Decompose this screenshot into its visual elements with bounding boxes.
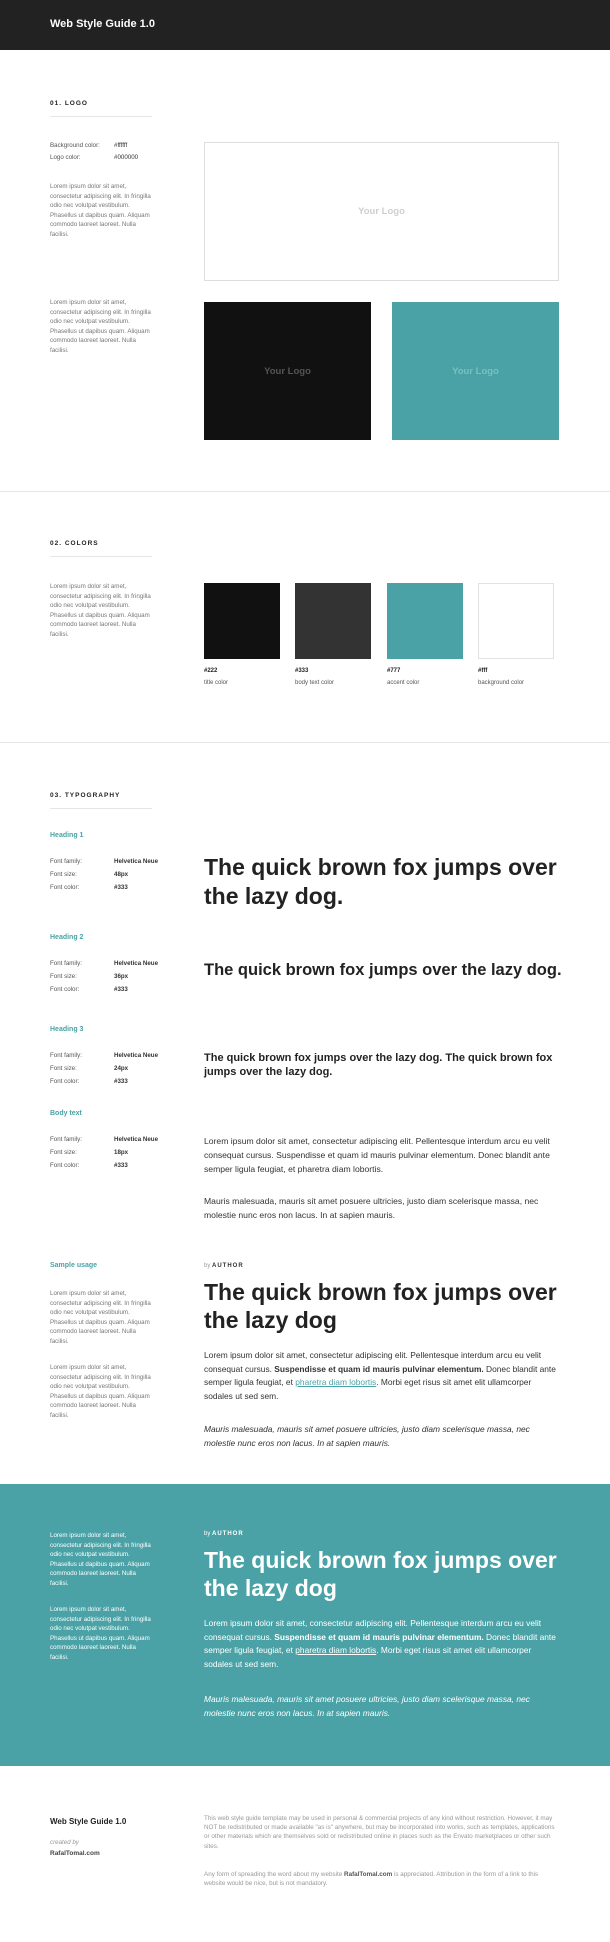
font-color-key: Font color: (50, 1162, 80, 1169)
heading-1-sample: The quick brown fox jumps over the lazy dog. (204, 854, 557, 909)
font-size-value: 48px (114, 871, 129, 878)
by-label: by (204, 1263, 211, 1269)
footer-created-by: created by (50, 1839, 79, 1846)
inverted-headline: The quick brown fox jumps over the lazy dog (204, 1547, 557, 1601)
logo-section-rule (50, 116, 152, 117)
heading-3-sample: The quick brown fox jumps over the lazy dog. The quick brown fox jumps over the lazy dog. (204, 1052, 553, 1078)
logo-color-key: Logo color: (50, 154, 81, 161)
heading-1-label: Heading 1 (50, 832, 84, 839)
author-byline (204, 1263, 244, 1269)
font-family-value: Helvetica Neue (114, 960, 159, 967)
heading-3-label: Heading 3 (50, 1026, 84, 1033)
paragraph-text: Donec blandit ante semper ligula feugiat, et (204, 1631, 556, 1656)
logo-text: Your Logo (452, 365, 499, 377)
sample-description-1: Lorem ipsum dolor sit amet, consectetur adipiscing elit. In fringilla odio nec volutpat vestibulum. Phasellus ut dapibus quam. Aliquam commodo laoreet laoreet. Nulla facilisi. (50, 1290, 151, 1345)
footer-license-text: This web style guide template may be used in personal & commercial projects of any kind without restriction. However, it may NOT be redistributed or made available "as is" anywhere, but may be incorporated into works, such as templates, applications or other materials which are themselves sold or redistributed online in places such as the Envato marketplaces or other such sites. (204, 1815, 555, 1850)
font-family-key: Font family: (50, 960, 82, 967)
footer-attribution-text (204, 1870, 560, 1888)
bg-color-value: #ffffff (114, 142, 128, 149)
colors-description: Lorem ipsum dolor sit amet, consectetur adipiscing elit. In fringilla odio nec volutpat vestibulum. Phasellus ut dapibus quam. Aliquam commodo laoreet laoreet. Nulla facilisi. (50, 583, 151, 638)
sample-headline: The quick brown fox jumps over the lazy dog (204, 1279, 557, 1333)
swatch-title-color (204, 583, 280, 659)
logo-description-1: Lorem ipsum dolor sit amet, consectetur adipiscing elit. In fringilla odio nec volutpat vestibulum. Phasellus ut dapibus quam. Aliquam commodo laoreet laoreet. Nulla facilisi. (50, 183, 151, 238)
font-family-key: Font family: (50, 1136, 82, 1143)
logo-description-2: Lorem ipsum dolor sit amet, consectetur adipiscing elit. In fringilla odio nec volutpat vestibulum. Phasellus ut dapibus quam. Aliquam commodo laoreet laoreet. Nulla facilisi. (50, 299, 151, 354)
paragraph-text: Lorem ipsum dolor sit amet, consectetur adipiscing elit. Pellentesque interdum arcu eu velit consequat cursus. (204, 1350, 542, 1374)
swatch-code: #fff (478, 668, 488, 674)
font-size-value: 24px (114, 1065, 129, 1072)
section-divider (0, 491, 610, 492)
font-size-key: Font size: (50, 1149, 77, 1156)
font-family-value: Helvetica Neue (114, 858, 159, 865)
logo-text: Your Logo (264, 365, 311, 377)
font-color-value: #333 (114, 1162, 128, 1169)
paragraph-link[interactable]: pharetra diam lobortis (295, 1377, 377, 1388)
paragraph-text: Donec blandit ante semper ligula feugiat, et (204, 1363, 556, 1388)
font-color-key: Font color: (50, 1078, 80, 1085)
font-size-key: Font size: (50, 871, 77, 878)
font-color-value: #333 (114, 884, 128, 891)
sample-description-2: Lorem ipsum dolor sit amet, consectetur adipiscing elit. In fringilla odio nec volutpat vestibulum. Phasellus ut dapibus quam. Aliquam commodo laoreet laoreet. Nulla facilisi. (50, 1364, 151, 1419)
attribution-text: Any form of spreading the word about my website (204, 1871, 345, 1878)
typography-section-title: 03. TYPOGRAPHY (50, 792, 121, 799)
paragraph-text: . Morbi eget risus sit amet elit ullamcorper sodales ut sed sem. (204, 1377, 532, 1401)
bg-color-key: Background color: (50, 142, 100, 149)
swatch-body-text-color (295, 583, 371, 659)
section-divider (0, 742, 610, 743)
font-family-value: Helvetica Neue (114, 1136, 159, 1143)
font-color-key: Font color: (50, 884, 80, 891)
font-family-value: Helvetica Neue (114, 1052, 159, 1059)
colors-section-title: 02. COLORS (50, 540, 99, 547)
font-color-value: #333 (114, 1078, 128, 1085)
logo-preview-accent (392, 302, 559, 440)
swatch-label: background color (478, 680, 525, 686)
inverted-description-1: Lorem ipsum dolor sit amet, consectetur adipiscing elit. In fringilla odio nec volutpat vestibulum. Phasellus ut dapibus quam. Aliquam commodo laoreet laoreet. Nulla facilisi. (50, 1532, 151, 1587)
heading-2-sample: The quick brown fox jumps over the lazy dog. (204, 961, 562, 979)
paragraph-bold-text: Suspendisse et quam id mauris pulvinar elementum. (274, 1363, 484, 1374)
author-name: AUTHOR (212, 1263, 244, 1269)
logo-text: Your Logo (358, 206, 405, 217)
swatch-label: body text color (295, 680, 335, 686)
sample-paragraph (204, 1349, 562, 1403)
swatch-code: #222 (204, 668, 218, 674)
logo-color-value: #000000 (114, 154, 139, 161)
font-size-key: Font size: (50, 973, 77, 980)
page-header (0, 0, 610, 50)
swatch-accent-color (387, 583, 463, 659)
swatch-label: title color (204, 680, 229, 686)
logo-preview-white (204, 142, 559, 281)
inverted-sample-band (0, 1484, 610, 1766)
inverted-paragraph (204, 1617, 562, 1671)
font-family-key: Font family: (50, 1052, 82, 1059)
inverted-description-2: Lorem ipsum dolor sit amet, consectetur adipiscing elit. In fringilla odio nec volutpat vestibulum. Phasellus ut dapibus quam. Aliquam commodo laoreet laoreet. Nulla facilisi. (50, 1606, 151, 1661)
heading-2-label: Heading 2 (50, 934, 84, 941)
font-family-key: Font family: (50, 858, 82, 865)
colors-section-rule (50, 556, 152, 557)
logo-preview-dark (204, 302, 371, 440)
author-byline (204, 1531, 244, 1537)
paragraph-link[interactable]: pharetra diam lobortis (295, 1645, 377, 1656)
font-size-key: Font size: (50, 1065, 77, 1072)
author-name: AUTHOR (212, 1531, 244, 1537)
font-size-value: 36px (114, 973, 129, 980)
by-label: by (204, 1531, 211, 1537)
footer-author-link[interactable]: RafalTomal.com (50, 1850, 100, 1857)
swatch-background-color (478, 583, 554, 659)
footer-title: Web Style Guide 1.0 (50, 1817, 127, 1826)
swatch-label: accent color (387, 680, 420, 686)
sample-usage-label: Sample usage (50, 1262, 98, 1269)
swatch-code: #333 (295, 668, 309, 674)
attribution-link[interactable]: RafalTomal.com (344, 1871, 393, 1878)
inverted-italic-quote: Mauris malesuada, mauris sit amet posuere ultricies, justo diam scelerisque massa, nec molestie nunc eros non lacus. In at sapien mauris. (204, 1694, 530, 1718)
body-text-label: Body text (50, 1110, 82, 1117)
site-title: Web Style Guide 1.0 (50, 18, 155, 30)
font-color-value: #333 (114, 986, 128, 993)
body-text-sample: Lorem ipsum dolor sit amet, consectetur adipiscing elit. Pellentesque interdum arcu eu velit consequat cursus. Suspendisse et quam id mauris pulvinar elementum. Donec blandit ante semper ligula feugiat, et pharetra diam lobortis. (204, 1136, 550, 1174)
swatch-code: #777 (387, 668, 401, 674)
attribution-text: is appreciated. Attribution in the form of a link to this website would be nice, but is not mandatory. (204, 1871, 539, 1888)
font-color-key: Font color: (50, 986, 80, 993)
typography-section-rule (50, 808, 152, 809)
sample-italic-quote: Mauris malesuada, mauris sit amet posuere ultricies, justo diam scelerisque massa, nec molestie nunc eros non lacus. In at sapien mauris. (204, 1424, 530, 1448)
paragraph-text: Lorem ipsum dolor sit amet, consectetur adipiscing elit. Pellentesque interdum arcu eu velit consequat cursus. (204, 1618, 542, 1642)
paragraph-bold-text: Suspendisse et quam id mauris pulvinar elementum. (274, 1631, 484, 1642)
body-text-sample-2: Mauris malesuada, mauris sit amet posuere ultricies, justo diam scelerisque massa, nec molestie nunc eros non lacus. In at sapien mauris. (204, 1196, 539, 1220)
paragraph-text: . Morbi eget risus sit amet elit ullamcorper sodales ut sed sem. (204, 1645, 532, 1669)
font-size-value: 18px (114, 1149, 129, 1156)
logo-section-title: 01. LOGO (50, 100, 88, 107)
